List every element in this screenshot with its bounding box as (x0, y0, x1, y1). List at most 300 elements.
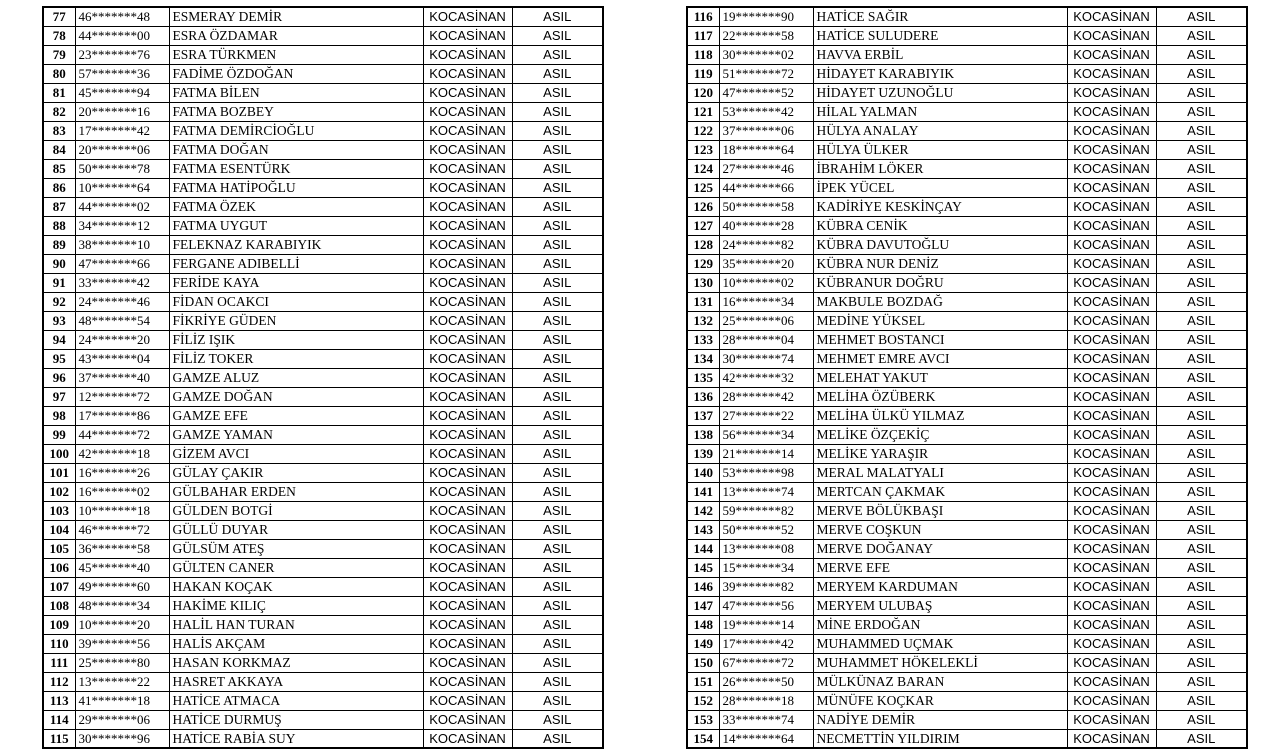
status-cell: ASIL (1156, 387, 1247, 406)
masked-id-cell: 13*******74 (719, 482, 813, 501)
person-name-cell: HASAN KORKMAZ (169, 653, 423, 672)
masked-id-cell: 30*******74 (719, 349, 813, 368)
status-cell: ASIL (1156, 672, 1247, 691)
masked-id-cell: 19*******90 (719, 7, 813, 26)
row-number-cell: 81 (43, 83, 75, 102)
status-cell: ASIL (1156, 634, 1247, 653)
status-cell: ASIL (1156, 273, 1247, 292)
row-number-cell: 120 (687, 83, 719, 102)
status-cell: ASIL (1156, 216, 1247, 235)
masked-id-cell: 12*******72 (75, 387, 169, 406)
status-cell: ASIL (512, 729, 603, 748)
status-cell: ASIL (512, 634, 603, 653)
table-row (43, 691, 603, 710)
masked-id-cell: 41*******18 (75, 691, 169, 710)
row-number-cell: 119 (687, 64, 719, 83)
person-name-cell: FERİDE KAYA (169, 273, 423, 292)
row-number-cell: 123 (687, 140, 719, 159)
status-cell: ASIL (512, 653, 603, 672)
district-cell: KOCASİNAN (1067, 596, 1156, 615)
row-number-cell: 152 (687, 691, 719, 710)
person-name-cell: GÜLTEN CANER (169, 558, 423, 577)
status-cell: ASIL (1156, 254, 1247, 273)
row-number-cell: 114 (43, 710, 75, 729)
district-cell: KOCASİNAN (1067, 615, 1156, 634)
district-cell: KOCASİNAN (423, 444, 512, 463)
district-cell: KOCASİNAN (1067, 653, 1156, 672)
masked-id-cell: 23*******76 (75, 45, 169, 64)
row-number-cell: 91 (43, 273, 75, 292)
status-cell: ASIL (1156, 159, 1247, 178)
table-row (43, 520, 603, 539)
district-cell: KOCASİNAN (1067, 26, 1156, 45)
row-number-cell: 135 (687, 368, 719, 387)
district-cell: KOCASİNAN (1067, 292, 1156, 311)
person-name-cell: GÜLBAHAR ERDEN (169, 482, 423, 501)
status-cell: ASIL (512, 710, 603, 729)
person-name-cell: KÜBRA NUR DENİZ (813, 254, 1067, 273)
district-cell: KOCASİNAN (1067, 216, 1156, 235)
district-cell: KOCASİNAN (1067, 729, 1156, 748)
district-cell: KOCASİNAN (423, 330, 512, 349)
person-name-cell: MERYEM ULUBAŞ (813, 596, 1067, 615)
masked-id-cell: 49*******60 (75, 577, 169, 596)
masked-id-cell: 17*******86 (75, 406, 169, 425)
row-number-cell: 107 (43, 577, 75, 596)
masked-id-cell: 30*******96 (75, 729, 169, 748)
person-name-cell: MELEHAT YAKUT (813, 368, 1067, 387)
district-cell: KOCASİNAN (1067, 634, 1156, 653)
district-cell: KOCASİNAN (423, 7, 512, 26)
masked-id-cell: 45*******94 (75, 83, 169, 102)
table-row (687, 102, 1247, 121)
person-name-cell: MAKBULE BOZDAĞ (813, 292, 1067, 311)
district-cell: KOCASİNAN (1067, 520, 1156, 539)
person-name-cell: HAKİME KILIÇ (169, 596, 423, 615)
person-name-cell: MELİKE YARAŞIR (813, 444, 1067, 463)
district-cell: KOCASİNAN (1067, 406, 1156, 425)
row-number-cell: 82 (43, 102, 75, 121)
status-cell: ASIL (1156, 45, 1247, 64)
masked-id-cell: 15*******34 (719, 558, 813, 577)
status-cell: ASIL (1156, 463, 1247, 482)
district-cell: KOCASİNAN (423, 520, 512, 539)
person-name-cell: MERVE DOĞANAY (813, 539, 1067, 558)
masked-id-cell: 50*******58 (719, 197, 813, 216)
row-number-cell: 117 (687, 26, 719, 45)
status-cell: ASIL (512, 406, 603, 425)
table-row (687, 311, 1247, 330)
table-row (687, 539, 1247, 558)
person-name-cell: İPEK YÜCEL (813, 178, 1067, 197)
district-cell: KOCASİNAN (423, 273, 512, 292)
table-row (43, 216, 603, 235)
district-cell: KOCASİNAN (1067, 64, 1156, 83)
masked-id-cell: 10*******20 (75, 615, 169, 634)
district-cell: KOCASİNAN (1067, 273, 1156, 292)
person-name-cell: FATMA HATİPOĞLU (169, 178, 423, 197)
masked-id-cell: 51*******72 (719, 64, 813, 83)
district-cell: KOCASİNAN (423, 197, 512, 216)
row-number-cell: 83 (43, 121, 75, 140)
masked-id-cell: 44*******02 (75, 197, 169, 216)
district-cell: KOCASİNAN (423, 216, 512, 235)
masked-id-cell: 45*******40 (75, 558, 169, 577)
table-row (687, 653, 1247, 672)
row-number-cell: 101 (43, 463, 75, 482)
masked-id-cell: 44*******72 (75, 425, 169, 444)
row-number-cell: 144 (687, 539, 719, 558)
district-cell: KOCASİNAN (423, 577, 512, 596)
status-cell: ASIL (512, 178, 603, 197)
masked-id-cell: 29*******06 (75, 710, 169, 729)
status-cell: ASIL (512, 254, 603, 273)
district-cell: KOCASİNAN (423, 26, 512, 45)
status-cell: ASIL (512, 520, 603, 539)
row-number-cell: 103 (43, 501, 75, 520)
table-row (687, 444, 1247, 463)
table-row (43, 577, 603, 596)
table-row (687, 26, 1247, 45)
row-number-cell: 126 (687, 197, 719, 216)
table-row (43, 406, 603, 425)
person-name-cell: MELİHA ÜLKÜ YILMAZ (813, 406, 1067, 425)
masked-id-cell: 50*******52 (719, 520, 813, 539)
table-row (43, 615, 603, 634)
masked-id-cell: 20*******06 (75, 140, 169, 159)
status-cell: ASIL (512, 463, 603, 482)
row-number-cell: 90 (43, 254, 75, 273)
person-name-cell: FELEKNAZ KARABIYIK (169, 235, 423, 254)
district-cell: KOCASİNAN (423, 235, 512, 254)
row-number-cell: 134 (687, 349, 719, 368)
person-name-cell: FATMA ESENTÜRK (169, 159, 423, 178)
table-row (687, 672, 1247, 691)
table-row (687, 349, 1247, 368)
table-row (43, 539, 603, 558)
masked-id-cell: 44*******00 (75, 26, 169, 45)
status-cell: ASIL (1156, 311, 1247, 330)
status-cell: ASIL (512, 235, 603, 254)
district-cell: KOCASİNAN (1067, 254, 1156, 273)
person-name-cell: MELİHA ÖZÜBERK (813, 387, 1067, 406)
status-cell: ASIL (512, 672, 603, 691)
person-name-cell: KÜBRA CENİK (813, 216, 1067, 235)
masked-id-cell: 14*******64 (719, 729, 813, 748)
table-row (687, 729, 1247, 748)
masked-id-cell: 10*******18 (75, 501, 169, 520)
row-number-cell: 116 (687, 7, 719, 26)
row-number-cell: 94 (43, 330, 75, 349)
district-cell: KOCASİNAN (1067, 178, 1156, 197)
row-number-cell: 105 (43, 539, 75, 558)
person-name-cell: FATMA BİLEN (169, 83, 423, 102)
district-cell: KOCASİNAN (423, 159, 512, 178)
status-cell: ASIL (1156, 330, 1247, 349)
district-cell: KOCASİNAN (423, 178, 512, 197)
row-number-cell: 143 (687, 520, 719, 539)
right-list-body (687, 7, 1247, 748)
person-name-cell: HATİCE DURMUŞ (169, 710, 423, 729)
district-cell: KOCASİNAN (423, 501, 512, 520)
status-cell: ASIL (512, 102, 603, 121)
masked-id-cell: 27*******22 (719, 406, 813, 425)
status-cell: ASIL (1156, 710, 1247, 729)
person-name-cell: HİLAL YALMAN (813, 102, 1067, 121)
status-cell: ASIL (512, 615, 603, 634)
status-cell: ASIL (512, 64, 603, 83)
table-row (43, 45, 603, 64)
table-row (687, 159, 1247, 178)
table-row (43, 7, 603, 26)
status-cell: ASIL (512, 26, 603, 45)
masked-id-cell: 34*******12 (75, 216, 169, 235)
district-cell: KOCASİNAN (1067, 102, 1156, 121)
table-row (687, 406, 1247, 425)
status-cell: ASIL (512, 387, 603, 406)
table-row (43, 634, 603, 653)
table-row (43, 463, 603, 482)
district-cell: KOCASİNAN (1067, 197, 1156, 216)
masked-id-cell: 56*******34 (719, 425, 813, 444)
masked-id-cell: 37*******06 (719, 121, 813, 140)
row-number-cell: 89 (43, 235, 75, 254)
district-cell: KOCASİNAN (1067, 482, 1156, 501)
table-row (43, 330, 603, 349)
row-number-cell: 137 (687, 406, 719, 425)
masked-id-cell: 16*******26 (75, 463, 169, 482)
district-cell: KOCASİNAN (1067, 539, 1156, 558)
status-cell: ASIL (512, 121, 603, 140)
district-cell: KOCASİNAN (1067, 444, 1156, 463)
status-cell: ASIL (512, 444, 603, 463)
table-row (43, 273, 603, 292)
row-number-cell: 153 (687, 710, 719, 729)
row-number-cell: 130 (687, 273, 719, 292)
status-cell: ASIL (1156, 368, 1247, 387)
status-cell: ASIL (512, 425, 603, 444)
left-list-body (43, 7, 603, 748)
person-name-cell: GAMZE YAMAN (169, 425, 423, 444)
status-cell: ASIL (1156, 501, 1247, 520)
row-number-cell: 100 (43, 444, 75, 463)
table-row (43, 83, 603, 102)
row-number-cell: 121 (687, 102, 719, 121)
status-cell: ASIL (1156, 349, 1247, 368)
row-number-cell: 129 (687, 254, 719, 273)
person-name-cell: MERYEM KARDUMAN (813, 577, 1067, 596)
district-cell: KOCASİNAN (1067, 349, 1156, 368)
status-cell: ASIL (512, 330, 603, 349)
masked-id-cell: 22*******58 (719, 26, 813, 45)
status-cell: ASIL (1156, 615, 1247, 634)
person-name-cell: FATMA BOZBEY (169, 102, 423, 121)
masked-id-cell: 48*******54 (75, 311, 169, 330)
table-row (43, 26, 603, 45)
table-row (687, 254, 1247, 273)
person-name-cell: GÜLLÜ DUYAR (169, 520, 423, 539)
table-row (687, 520, 1247, 539)
row-number-cell: 77 (43, 7, 75, 26)
table-row (687, 558, 1247, 577)
status-cell: ASIL (1156, 691, 1247, 710)
left-list-table (42, 6, 604, 749)
person-name-cell: MİNE ERDOĞAN (813, 615, 1067, 634)
masked-id-cell: 40*******28 (719, 216, 813, 235)
table-row (687, 330, 1247, 349)
masked-id-cell: 10*******02 (719, 273, 813, 292)
row-number-cell: 115 (43, 729, 75, 748)
status-cell: ASIL (1156, 292, 1247, 311)
person-name-cell: KÜBRA DAVUTOĞLU (813, 235, 1067, 254)
status-cell: ASIL (512, 596, 603, 615)
masked-id-cell: 24*******46 (75, 292, 169, 311)
district-cell: KOCASİNAN (423, 311, 512, 330)
row-number-cell: 151 (687, 672, 719, 691)
district-cell: KOCASİNAN (423, 634, 512, 653)
district-cell: KOCASİNAN (1067, 121, 1156, 140)
district-cell: KOCASİNAN (423, 387, 512, 406)
district-cell: KOCASİNAN (423, 140, 512, 159)
row-number-cell: 98 (43, 406, 75, 425)
status-cell: ASIL (1156, 596, 1247, 615)
district-cell: KOCASİNAN (1067, 710, 1156, 729)
masked-id-cell: 16*******02 (75, 482, 169, 501)
masked-id-cell: 27*******46 (719, 159, 813, 178)
masked-id-cell: 17*******42 (719, 634, 813, 653)
status-cell: ASIL (1156, 83, 1247, 102)
district-cell: KOCASİNAN (423, 482, 512, 501)
status-cell: ASIL (1156, 729, 1247, 748)
district-cell: KOCASİNAN (1067, 425, 1156, 444)
masked-id-cell: 10*******64 (75, 178, 169, 197)
status-cell: ASIL (512, 311, 603, 330)
row-number-cell: 78 (43, 26, 75, 45)
row-number-cell: 142 (687, 501, 719, 520)
row-number-cell: 148 (687, 615, 719, 634)
masked-id-cell: 28*******04 (719, 330, 813, 349)
table-row (43, 121, 603, 140)
status-cell: ASIL (1156, 482, 1247, 501)
district-cell: KOCASİNAN (1067, 7, 1156, 26)
district-cell: KOCASİNAN (423, 102, 512, 121)
row-number-cell: 111 (43, 653, 75, 672)
masked-id-cell: 46*******48 (75, 7, 169, 26)
person-name-cell: HASRET AKKAYA (169, 672, 423, 691)
person-name-cell: FATMA ÖZEK (169, 197, 423, 216)
table-row (687, 368, 1247, 387)
masked-id-cell: 20*******16 (75, 102, 169, 121)
masked-id-cell: 26*******50 (719, 672, 813, 691)
masked-id-cell: 38*******10 (75, 235, 169, 254)
person-name-cell: ESMERAY DEMİR (169, 7, 423, 26)
table-row (687, 273, 1247, 292)
status-cell: ASIL (512, 45, 603, 64)
table-row (687, 45, 1247, 64)
table-row (43, 482, 603, 501)
district-cell: KOCASİNAN (423, 539, 512, 558)
person-name-cell: FİDAN OCAKCI (169, 292, 423, 311)
person-name-cell: HAVVA ERBİL (813, 45, 1067, 64)
table-row (43, 159, 603, 178)
status-cell: ASIL (512, 368, 603, 387)
table-row (43, 349, 603, 368)
person-name-cell: NADİYE DEMİR (813, 710, 1067, 729)
district-cell: KOCASİNAN (423, 121, 512, 140)
district-cell: KOCASİNAN (423, 368, 512, 387)
table-row (43, 729, 603, 748)
district-cell: KOCASİNAN (1067, 140, 1156, 159)
person-name-cell: HAKAN KOÇAK (169, 577, 423, 596)
person-name-cell: MÜNÜFE KOÇKAR (813, 691, 1067, 710)
row-number-cell: 140 (687, 463, 719, 482)
person-name-cell: FİLİZ IŞIK (169, 330, 423, 349)
masked-id-cell: 57*******36 (75, 64, 169, 83)
masked-id-cell: 17*******42 (75, 121, 169, 140)
person-name-cell: HÜLYA ANALAY (813, 121, 1067, 140)
row-number-cell: 154 (687, 729, 719, 748)
district-cell: KOCASİNAN (423, 729, 512, 748)
masked-id-cell: 47*******56 (719, 596, 813, 615)
table-row (687, 83, 1247, 102)
table-row (43, 653, 603, 672)
row-number-cell: 93 (43, 311, 75, 330)
table-row (43, 197, 603, 216)
masked-id-cell: 18*******64 (719, 140, 813, 159)
table-row (687, 615, 1247, 634)
district-cell: KOCASİNAN (423, 558, 512, 577)
masked-id-cell: 48*******34 (75, 596, 169, 615)
person-name-cell: GAMZE EFE (169, 406, 423, 425)
table-row (43, 710, 603, 729)
status-cell: ASIL (1156, 26, 1247, 45)
status-cell: ASIL (1156, 64, 1247, 83)
district-cell: KOCASİNAN (1067, 387, 1156, 406)
masked-id-cell: 24*******82 (719, 235, 813, 254)
masked-id-cell: 50*******78 (75, 159, 169, 178)
row-number-cell: 92 (43, 292, 75, 311)
status-cell: ASIL (1156, 539, 1247, 558)
status-cell: ASIL (512, 349, 603, 368)
masked-id-cell: 67*******72 (719, 653, 813, 672)
district-cell: KOCASİNAN (1067, 463, 1156, 482)
row-number-cell: 80 (43, 64, 75, 83)
table-row (687, 235, 1247, 254)
masked-id-cell: 21*******14 (719, 444, 813, 463)
masked-id-cell: 25*******06 (719, 311, 813, 330)
table-row (43, 292, 603, 311)
status-cell: ASIL (512, 577, 603, 596)
district-cell: KOCASİNAN (1067, 577, 1156, 596)
status-cell: ASIL (512, 159, 603, 178)
person-name-cell: İBRAHİM LÖKER (813, 159, 1067, 178)
person-name-cell: KÜBRANUR DOĞRU (813, 273, 1067, 292)
status-cell: ASIL (512, 140, 603, 159)
district-cell: KOCASİNAN (1067, 691, 1156, 710)
table-row (687, 387, 1247, 406)
district-cell: KOCASİNAN (423, 83, 512, 102)
status-cell: ASIL (512, 292, 603, 311)
person-name-cell: FERGANE ADIBELLİ (169, 254, 423, 273)
district-cell: KOCASİNAN (423, 292, 512, 311)
district-cell: KOCASİNAN (1067, 558, 1156, 577)
masked-id-cell: 19*******14 (719, 615, 813, 634)
masked-id-cell: 39*******56 (75, 634, 169, 653)
table-row (687, 463, 1247, 482)
row-number-cell: 110 (43, 634, 75, 653)
masked-id-cell: 13*******08 (719, 539, 813, 558)
row-number-cell: 136 (687, 387, 719, 406)
